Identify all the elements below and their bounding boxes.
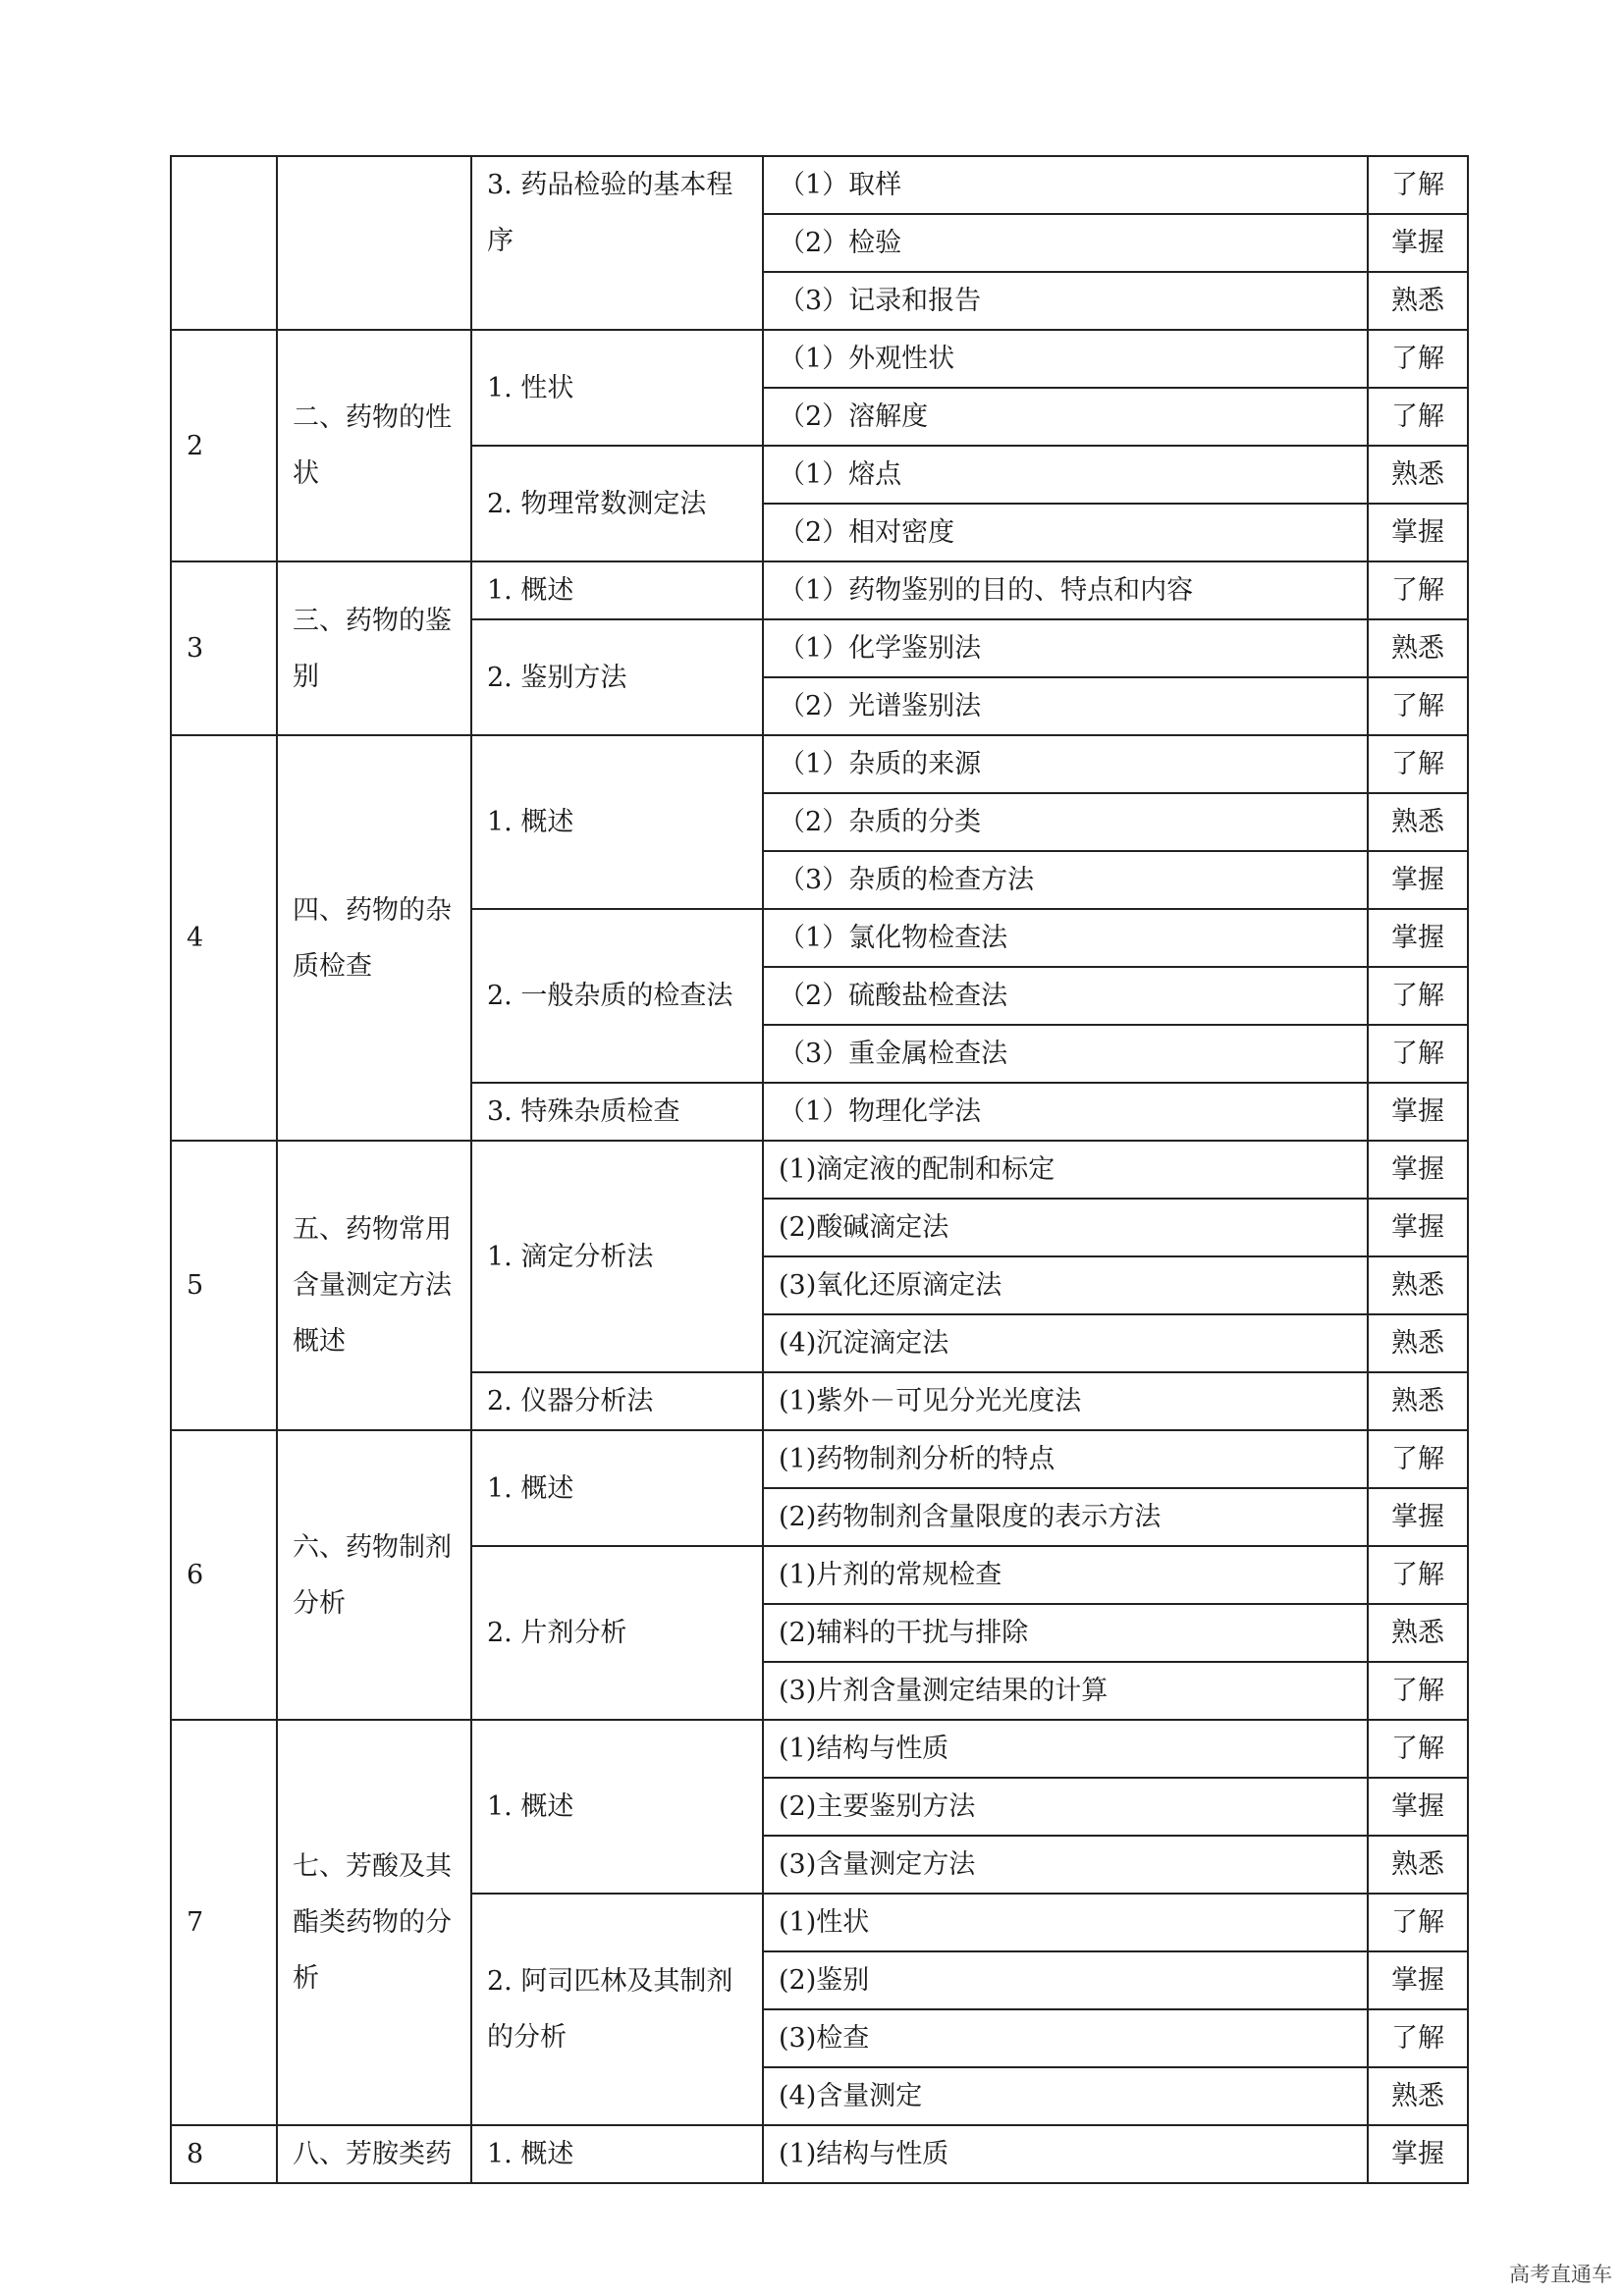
unit-title-cell: 四、药物的杂质检查 [277,735,471,1141]
table-row [171,561,1468,619]
unit-title-cell: 三、药物的鉴别 [277,561,471,735]
level-cell: 熟悉 [1368,793,1468,851]
point-cell: (1)性状 [763,1894,1368,1951]
point-cell: (2)主要鉴别方法 [763,1778,1368,1836]
table-row [171,1720,1468,1778]
unit-title-cell [277,156,471,330]
level-cell: 了解 [1368,967,1468,1025]
point-cell: (3)检查 [763,2009,1368,2067]
topic-cell: 2. 片剂分析 [471,1546,763,1720]
unit-number-cell: 3 [171,561,277,735]
topic-cell: 1. 滴定分析法 [471,1141,763,1372]
point-cell: （2）光谱鉴别法 [763,677,1368,735]
unit-title-cell: 八、芳胺类药 [277,2125,471,2183]
point-cell: （2）硫酸盐检查法 [763,967,1368,1025]
unit-number-cell: 2 [171,330,277,561]
point-cell: (3)氧化还原滴定法 [763,1256,1368,1314]
topic-cell: 1. 概述 [471,1720,763,1894]
table-row [171,156,1468,214]
point-cell: (4)沉淀滴定法 [763,1314,1368,1372]
unit-number-cell: 8 [171,2125,277,2183]
point-cell: (2)酸碱滴定法 [763,1199,1368,1256]
table-row [171,735,1468,793]
table-row [171,2125,1468,2183]
level-cell: 掌握 [1368,1951,1468,2009]
level-cell: 掌握 [1368,1199,1468,1256]
point-cell: (4)含量测定 [763,2067,1368,2125]
table-row [171,1430,1468,1488]
topic-cell: 2. 物理常数测定法 [471,446,763,561]
footer-watermark: 高考直通车 [1509,2263,1612,2286]
point-cell: （3）重金属检查法 [763,1025,1368,1083]
level-cell: 掌握 [1368,1488,1468,1546]
level-cell: 了解 [1368,1662,1468,1720]
point-cell: （1）取样 [763,156,1368,214]
level-cell: 掌握 [1368,1778,1468,1836]
point-cell: (2)辅料的干扰与排除 [763,1604,1368,1662]
topic-cell: 2. 鉴别方法 [471,619,763,735]
unit-number-cell: 5 [171,1141,277,1430]
point-cell: (1)药物制剂分析的特点 [763,1430,1368,1488]
point-cell: （3）记录和报告 [763,272,1368,330]
point-cell: （1）熔点 [763,446,1368,504]
point-cell: (3)含量测定方法 [763,1836,1368,1894]
level-cell: 掌握 [1368,504,1468,561]
point-cell: （1）杂质的来源 [763,735,1368,793]
topic-cell: 3. 特殊杂质检查 [471,1083,763,1141]
level-cell: 了解 [1368,1894,1468,1951]
level-cell: 熟悉 [1368,272,1468,330]
level-cell: 掌握 [1368,1141,1468,1199]
point-cell: (1)紫外－可见分光光度法 [763,1372,1368,1430]
unit-title-cell: 二、药物的性状 [277,330,471,561]
level-cell: 熟悉 [1368,1314,1468,1372]
topic-cell: 2. 阿司匹林及其制剂的分析 [471,1894,763,2125]
level-cell: 掌握 [1368,2125,1468,2183]
point-cell: (3)片剂含量测定结果的计算 [763,1662,1368,1720]
level-cell: 掌握 [1368,909,1468,967]
level-cell: 了解 [1368,1720,1468,1778]
level-cell: 了解 [1368,2009,1468,2067]
level-cell: 掌握 [1368,851,1468,909]
point-cell: （2）杂质的分类 [763,793,1368,851]
level-cell: 了解 [1368,330,1468,388]
level-cell: 熟悉 [1368,619,1468,677]
point-cell: (1)结构与性质 [763,1720,1368,1778]
topic-cell: 1. 概述 [471,561,763,619]
topic-cell: 1. 概述 [471,735,763,909]
level-cell: 了解 [1368,1025,1468,1083]
point-cell: (1)片剂的常规检查 [763,1546,1368,1604]
unit-title-cell: 六、药物制剂分析 [277,1430,471,1720]
point-cell: （2）检验 [763,214,1368,272]
topic-cell: 2. 仪器分析法 [471,1372,763,1430]
table-row [171,1141,1468,1199]
point-cell: （1）化学鉴别法 [763,619,1368,677]
unit-title-cell: 五、药物常用含量测定方法概述 [277,1141,471,1430]
level-cell: 了解 [1368,156,1468,214]
unit-number-cell: 7 [171,1720,277,2125]
point-cell: (2)鉴别 [763,1951,1368,2009]
level-cell: 熟悉 [1368,1372,1468,1430]
point-cell: (1)结构与性质 [763,2125,1368,2183]
level-cell: 熟悉 [1368,1604,1468,1662]
point-cell: (1)滴定液的配制和标定 [763,1141,1368,1199]
level-cell: 掌握 [1368,1083,1468,1141]
level-cell: 了解 [1368,735,1468,793]
unit-title-cell: 七、芳酸及其酯类药物的分析 [277,1720,471,2125]
unit-number-cell: 4 [171,735,277,1141]
table-row [171,330,1468,388]
level-cell: 了解 [1368,1430,1468,1488]
level-cell: 了解 [1368,677,1468,735]
point-cell: (2)药物制剂含量限度的表示方法 [763,1488,1368,1546]
point-cell: （1）氯化物检查法 [763,909,1368,967]
topic-cell: 3. 药品检验的基本程序 [471,156,763,330]
point-cell: （1）外观性状 [763,330,1368,388]
point-cell: （3）杂质的检查方法 [763,851,1368,909]
exam-outline-table [170,155,1469,2184]
level-cell: 了解 [1368,1546,1468,1604]
topic-cell: 2. 一般杂质的检查法 [471,909,763,1083]
level-cell: 掌握 [1368,214,1468,272]
level-cell: 了解 [1368,561,1468,619]
point-cell: （2）溶解度 [763,388,1368,446]
level-cell: 熟悉 [1368,1256,1468,1314]
level-cell: 熟悉 [1368,446,1468,504]
topic-cell: 1. 概述 [471,2125,763,2183]
point-cell: （1）药物鉴别的目的、特点和内容 [763,561,1368,619]
level-cell: 熟悉 [1368,1836,1468,1894]
point-cell: （1）物理化学法 [763,1083,1368,1141]
point-cell: （2）相对密度 [763,504,1368,561]
level-cell: 熟悉 [1368,2067,1468,2125]
unit-number-cell: 6 [171,1430,277,1720]
level-cell: 了解 [1368,388,1468,446]
topic-cell: 1. 概述 [471,1430,763,1546]
topic-cell: 1. 性状 [471,330,763,446]
unit-number-cell [171,156,277,330]
